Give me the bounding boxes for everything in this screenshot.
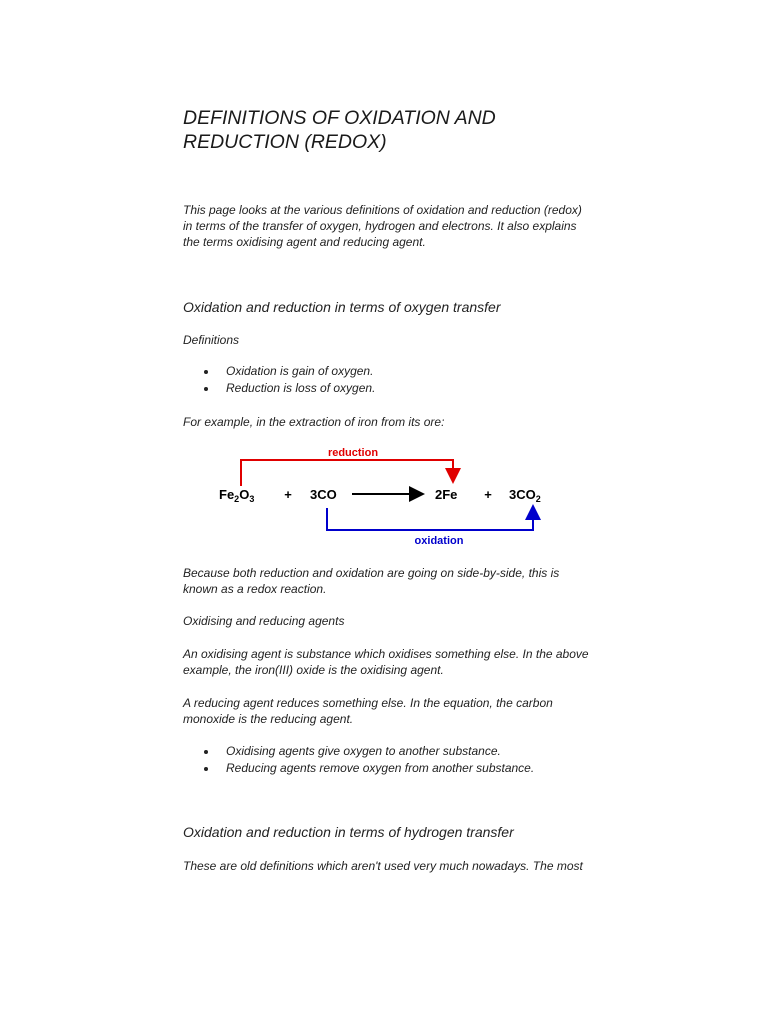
reduction-arrow	[241, 460, 453, 486]
agents-subheading: Oxidising and reducing agents	[183, 614, 345, 628]
list-item-text: Oxidising agents give oxygen to another substance.	[226, 744, 501, 758]
agents-list	[183, 743, 534, 777]
bullet-icon	[204, 750, 208, 754]
list-item-text: Reducing agents remove oxygen from another substance.	[226, 761, 535, 775]
reducing-agent-paragraph: A reducing agent reduces something else. In the equation, the carbon monoxide is the reducing agent.	[183, 696, 553, 726]
bullet-icon	[204, 767, 208, 771]
intro-paragraph: This page looks at the various definitions of oxidation and reduction (redox) in terms of the transfer of oxygen, hydrogen and electrons. It also explains the terms oxidising agent and reducing agent.	[183, 203, 582, 249]
hydrogen-paragraph: These are old definitions which aren't used very much nowadays. The most	[183, 859, 583, 873]
list-item	[183, 760, 534, 777]
list-item-text: Oxidation is gain of oxygen.	[226, 364, 374, 378]
list-item	[183, 363, 375, 380]
list-item	[183, 743, 534, 760]
redox-note: Because both reduction and oxidation are going on side-by-side, this is known as a redox reaction.	[183, 566, 560, 596]
section-heading-hydrogen: Oxidation and reduction in terms of hydrogen transfer	[183, 824, 514, 840]
oxidation-arrow	[327, 508, 533, 530]
definitions-list	[183, 363, 375, 397]
product-carbon-dioxide: $3CO_2$	[509, 487, 541, 504]
reactant-iron-oxide: $Fe_2O_3$	[219, 487, 255, 504]
product-iron: 2Fe	[435, 487, 458, 502]
page-title: DEFINITIONS OF OXIDATION AND REDUCTION (REDOX)	[183, 107, 496, 153]
section-heading-oxygen: Oxidation and reduction in terms of oxygen transfer	[183, 299, 501, 315]
plus-sign: +	[284, 487, 292, 502]
list-item	[183, 380, 375, 397]
oxidation-label: oxidation	[414, 535, 464, 547]
redox-equation-diagram	[215, 442, 560, 550]
bullet-icon	[204, 370, 208, 374]
plus-sign: +	[484, 487, 492, 502]
bullet-icon	[204, 387, 208, 391]
definitions-label: Definitions	[183, 333, 240, 347]
list-item-text: Reduction is loss of oxygen.	[226, 381, 376, 395]
oxidising-agent-paragraph: An oxidising agent is substance which oxidises something else. In the above example, the iron(III) oxide is the oxidising agent.	[183, 647, 589, 677]
reduction-label: reduction	[327, 447, 379, 459]
reactant-carbon-monoxide: 3CO	[310, 487, 337, 502]
example-intro: For example, in the extraction of iron from its ore:	[183, 415, 445, 429]
